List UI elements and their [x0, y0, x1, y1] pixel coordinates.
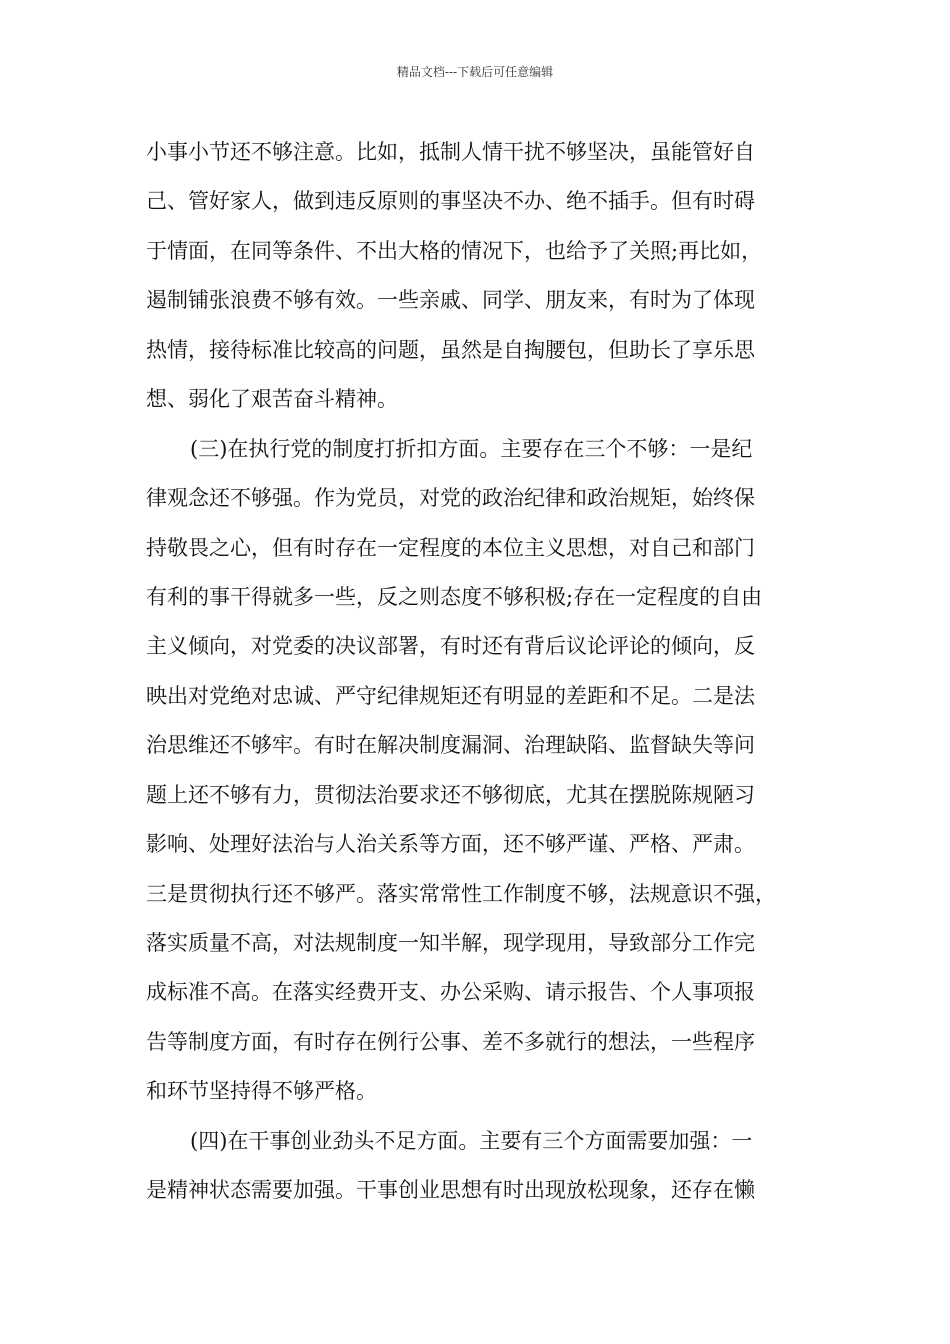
- text-line: 三是贯彻执行还不够严。落实常常性工作制度不够，法规意识不强，: [146, 881, 776, 906]
- text-line: 有利的事干得就多一些，反之则态度不够积极;存在一定程度的自由: [146, 584, 763, 609]
- text-line: 治思维还不够牢。有时在解决制度漏洞、治理缺陷、监督缺失等问: [146, 733, 755, 758]
- text-line: 律观念还不够强。作为党员，对党的政治纪律和政治规矩，始终保: [146, 486, 755, 511]
- text-line: 小事小节还不够注意。比如，抵制人情干扰不够坚决，虽能管好自: [146, 140, 755, 164]
- body-text: [146, 128, 806, 1216]
- text-line: 己、管好家人，做到违反原则的事坚决不办、绝不插手。但有时碍: [146, 189, 755, 214]
- text-line: 落实质量不高，对法规制度一知半解，现学现用，导致部分工作完: [146, 931, 755, 955]
- text-line: 于情面，在同等条件、不出大格的情况下，也给予了关照;再比如，: [146, 238, 763, 263]
- text-line: 遏制铺张浪费不够有效。一些亲戚、同学、朋友来，有时为了体现: [146, 288, 755, 313]
- text-line: 和环节坚持得不够严格。: [146, 1079, 377, 1104]
- text-line: 映出对党绝对忠诚、严守纪律规矩还有明显的差距和不足。二是法: [146, 683, 755, 708]
- text-line: 持敬畏之心，但有时存在一定程度的本位主义思想，对自己和部门: [146, 535, 755, 560]
- text-line: 影响、处理好法治与人治关系等方面，还不够严谨、严格、严肃。: [146, 832, 755, 857]
- text-line: 是精神状态需要加强。干事创业思想有时出现放松现象，还存在懒: [146, 1178, 755, 1203]
- paragraph-start-line: (三)在执行党的制度打折扣方面。主要存在三个不够：一是纪: [190, 436, 753, 461]
- text-line: 成标准不高。在落实经费开支、办公采购、请示报告、个人事项报: [146, 980, 755, 1005]
- text-line: 想、弱化了艰苦奋斗精神。: [146, 387, 398, 412]
- text-line: 题上还不够有力，贯彻法治要求还不够彻底，尤其在摆脱陈规陋习: [146, 782, 755, 807]
- paragraph-start-line: (四)在干事创业劲头不足方面。主要有三个方面需要加强：一: [190, 1128, 753, 1153]
- text-line: 热情，接待标准比较高的问题，虽然是自掏腰包，但助长了享乐思: [146, 337, 755, 362]
- text-line: 主义倾向，对党委的决议部署，有时还有背后议论评论的倾向，反: [146, 634, 755, 659]
- text-line: 告等制度方面，有时存在例行公事、差不多就行的想法，一些程序: [146, 1029, 755, 1054]
- page-header: 精品文档---下载后可任意编辑: [396, 65, 554, 79]
